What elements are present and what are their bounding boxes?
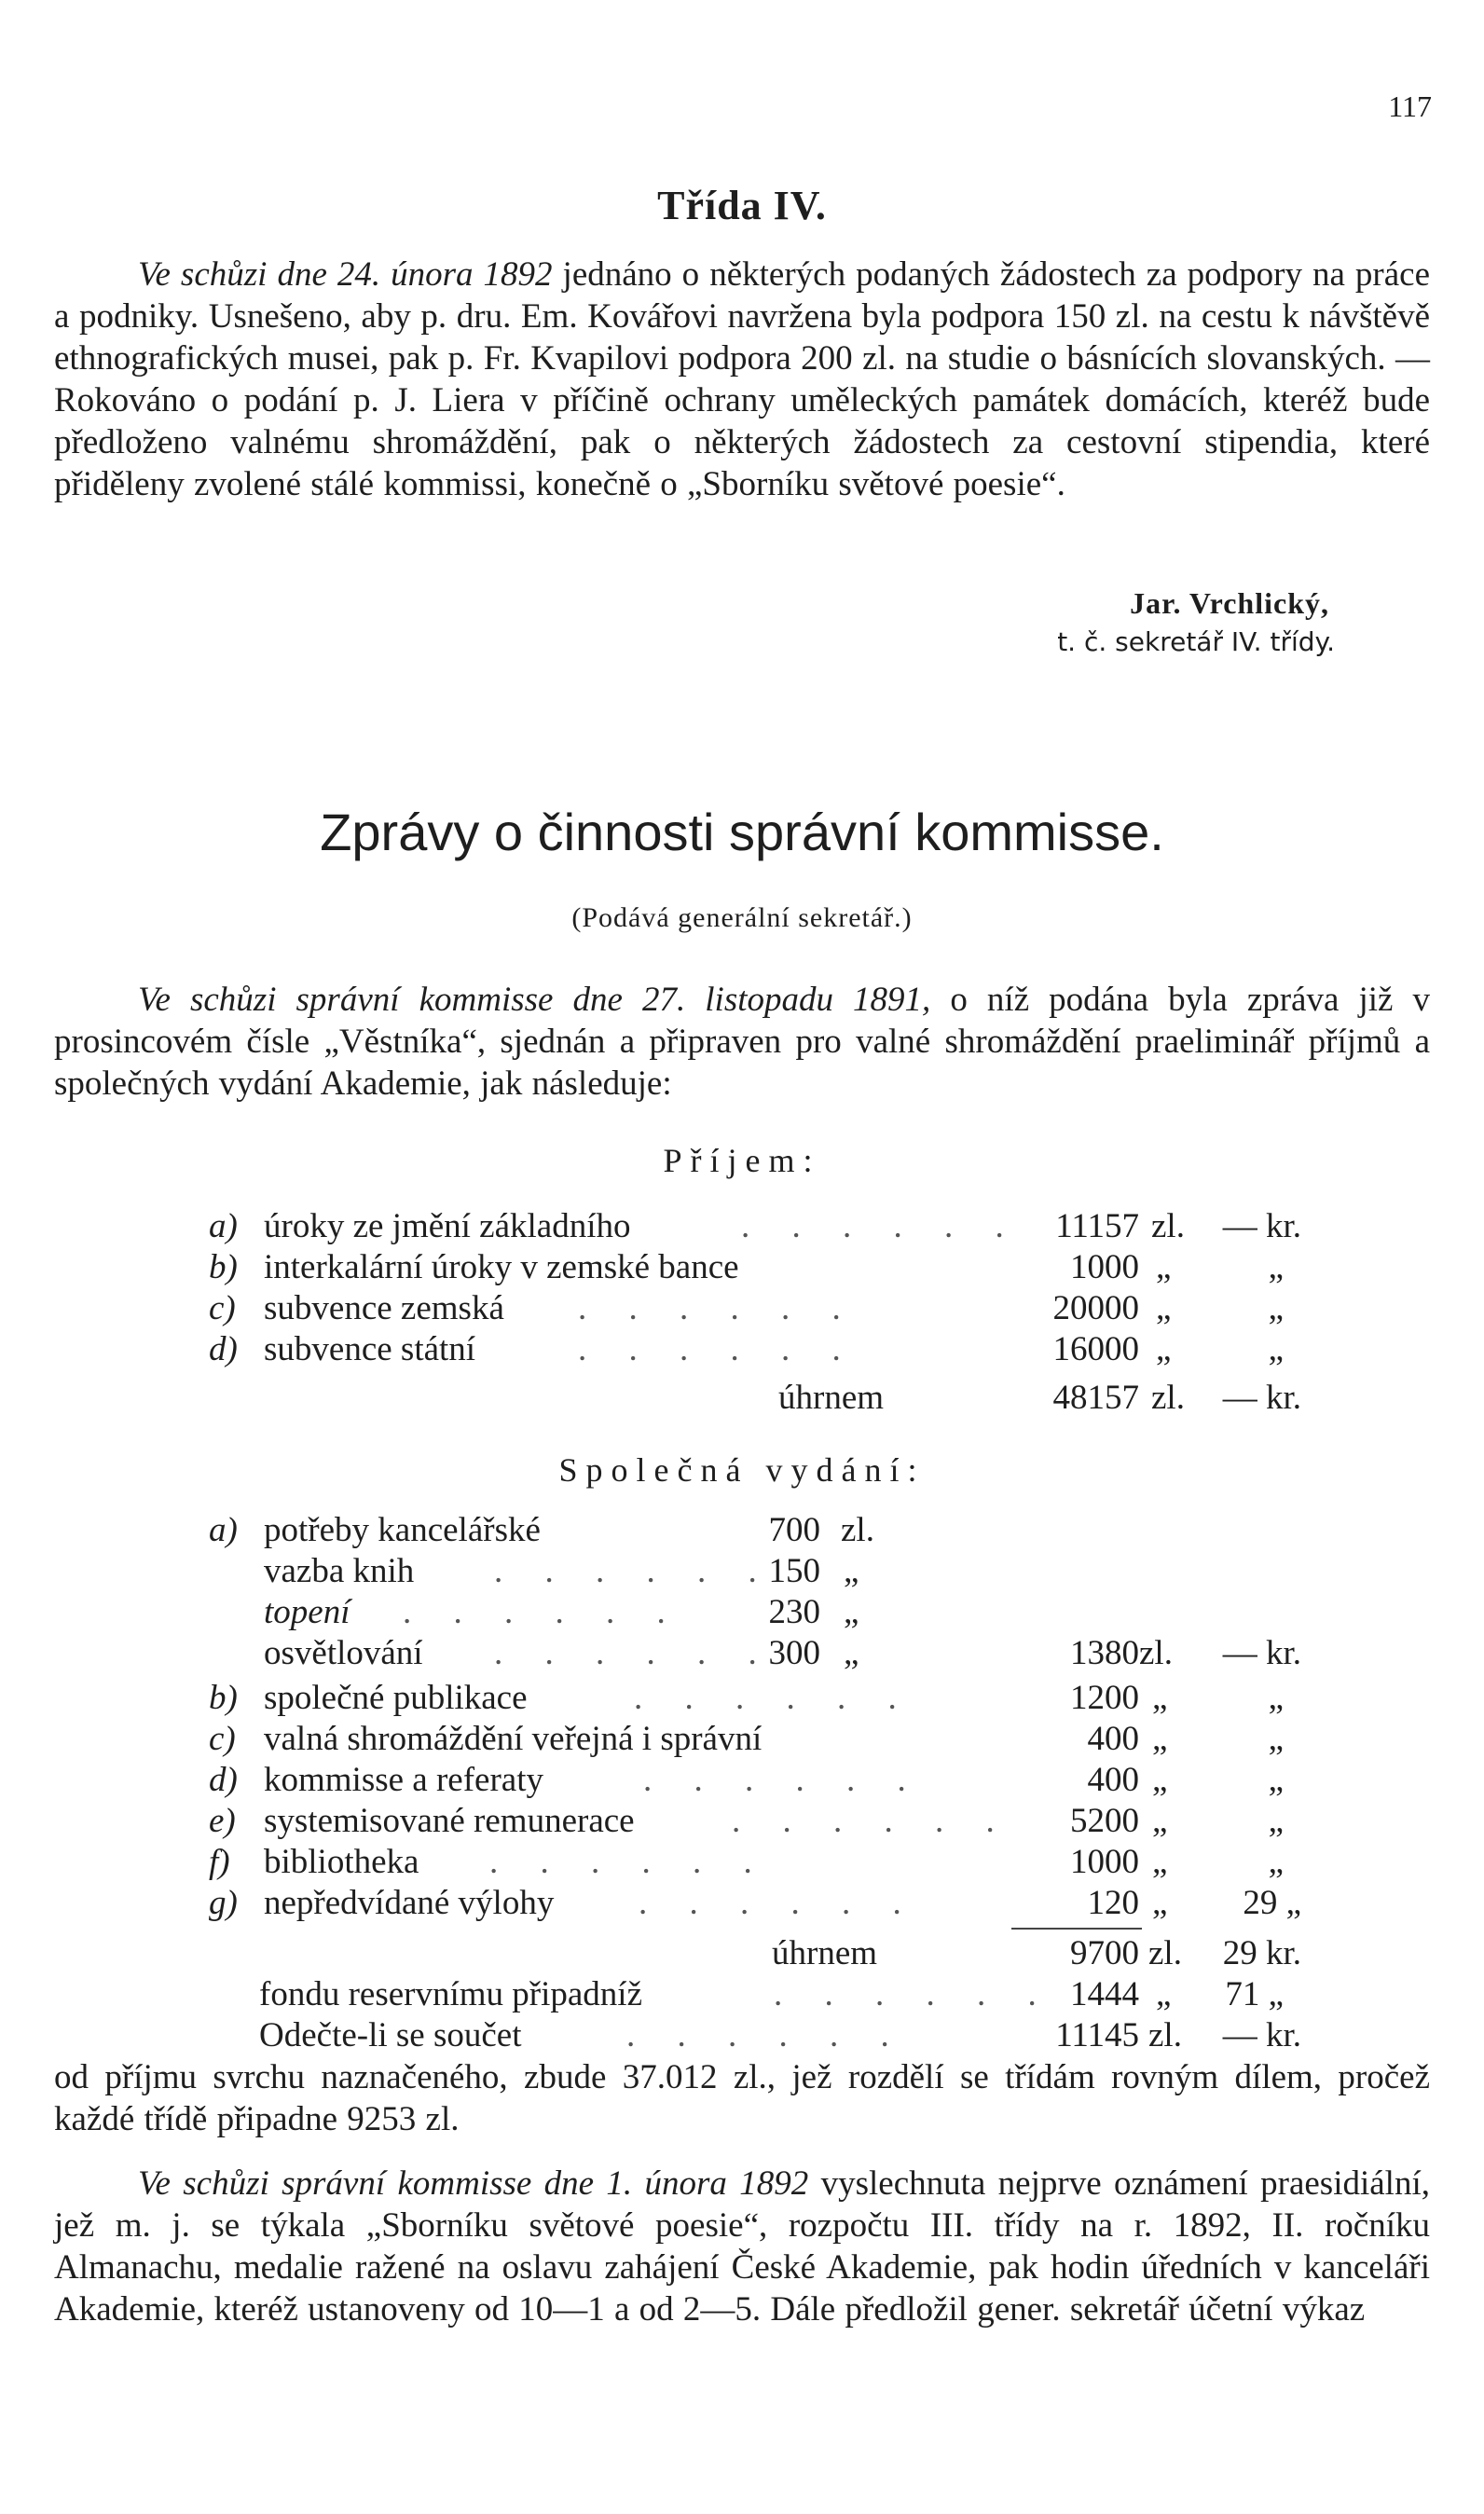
reports-heading: Zprávy o činnosti správní kommisse. — [320, 803, 1164, 861]
row-label: subvence státní — [264, 1330, 476, 1368]
expenses-title: Společná vydání: — [558, 1451, 926, 1489]
income-total-row — [0, 1378, 1484, 1419]
row-letter: b) — [209, 1248, 238, 1286]
row-letter: b) — [209, 1679, 238, 1717]
total-kr: 29 kr. — [1222, 1934, 1301, 1972]
row-amount: 400 — [1087, 1720, 1139, 1758]
row-letter: g) — [209, 1884, 238, 1922]
row-amount: 1000 — [1070, 1843, 1139, 1881]
remainder-paragraph: od příjmu svrchu naznačeného, zbude 37.012 zl., jež rozdělí se třídám rovným dílem, pročež každé třídě připadne 9253 zl. — [54, 2058, 1430, 2138]
row-unit: „ — [1152, 1679, 1168, 1717]
row-unit: „ — [844, 1552, 859, 1590]
row-letter: c) — [209, 1720, 236, 1758]
leader-dots: . . . . . . — [578, 1330, 858, 1368]
expense-row — [0, 1678, 1484, 1719]
total-amount: 9700 — [1070, 1934, 1139, 1972]
signature-name: Jar. Vrchlický, — [1130, 586, 1329, 620]
expense-subrow — [0, 1592, 1484, 1633]
reserve-amount: 1444 — [1070, 1975, 1139, 2013]
row-label: vazba knih — [264, 1552, 415, 1590]
signature-role: t. č. sekretář IV. třídy. — [1057, 626, 1335, 657]
expense-subrow — [0, 1633, 1484, 1674]
row-label: systemisované remunerace — [264, 1802, 635, 1840]
total-label: úhrnem — [778, 1379, 885, 1417]
row-unit: „ — [1152, 1802, 1168, 1840]
leader-dots: . . . . . . — [489, 1843, 769, 1881]
row-label: subvence zemská — [264, 1289, 504, 1327]
total-unit: zl. — [1148, 1934, 1182, 1972]
row-amount: 120 — [1087, 1884, 1139, 1922]
office-sum: 1380 — [1070, 1634, 1139, 1672]
row-kr: „ — [1268, 1720, 1284, 1758]
row-kr: „ — [1268, 1843, 1284, 1881]
deduct-amount: 11145 — [1055, 2016, 1139, 2054]
meeting-date: Ve schůzi dne 24. února 1892 — [138, 255, 553, 294]
row-label: kommisse a referaty — [264, 1761, 543, 1799]
expense-subrow — [0, 1551, 1484, 1592]
row-label: topení — [264, 1593, 350, 1631]
row-kr: „ — [1268, 1802, 1284, 1840]
row-kr: — kr. — [1222, 1207, 1301, 1245]
total-label: úhrnem — [772, 1934, 878, 1972]
class-heading: Třída IV. — [657, 183, 827, 228]
row-unit: zl. — [1151, 1207, 1185, 1245]
deduct-unit: zl. — [1148, 2016, 1182, 2054]
row-letter: c) — [209, 1289, 236, 1327]
row-amount: 5200 — [1070, 1802, 1139, 1840]
leader-dots: . . . . . . — [403, 1593, 682, 1631]
row-label: nepředvídané výlohy — [264, 1884, 555, 1922]
row-label: společné publikace — [264, 1679, 528, 1717]
office-sum-kr: — kr. — [1222, 1634, 1301, 1672]
report-text: vyslechnuta nejprve oznámení praesidiální, jež m. j. se týkala „Sborníku světové poesie“, rozpočtu III. třídy na r. 1892, II. ročníku Almanachu, medalie ražené na oslavu zahájení České Akademie, pak hodin úředních v kanceláři Akademie, kteréž ustanoveny od 10—1 a od 2—5. Dále předložil gener. sekretář účetní výkaz — [54, 2164, 1430, 2329]
row-amount: 400 — [1087, 1761, 1139, 1799]
expense-row — [0, 1842, 1484, 1883]
row-kr: „ — [1268, 1761, 1284, 1799]
row-letter: a) — [209, 1207, 238, 1245]
report2-paragraph — [54, 2163, 1430, 2330]
leader-dots: . . . . . . — [741, 1207, 1021, 1245]
row-kr: „ — [1268, 1330, 1284, 1368]
deduct-label: Odečte-li se součet — [259, 2016, 522, 2054]
row-amount: 700 — [768, 1511, 820, 1549]
meeting-date: Ve schůzi správní kommisse dne 27. listopadu 1891, — [138, 981, 931, 1019]
row-letter: f) — [209, 1843, 230, 1881]
row-unit: „ — [1156, 1330, 1172, 1368]
row-amount: 150 — [768, 1552, 820, 1590]
row-amount: 1000 — [1070, 1248, 1139, 1286]
report-text: o níž podána byla zpráva již v prosincovém čísle „Věstníka“, sjednán a připraven pro valné shromáždění praeliminář příjmů a společných vydání Akademie, jak následuje: — [54, 981, 1430, 1103]
income-row — [0, 1329, 1484, 1370]
row-unit: „ — [1156, 1289, 1172, 1327]
income-title: Příjem: — [663, 1142, 821, 1179]
class-report-paragraph — [54, 254, 1430, 505]
reserve-label: fondu reservnímu připadníž — [259, 1975, 642, 2013]
leader-dots: . . . . . . — [634, 1679, 914, 1717]
report1-paragraph — [54, 979, 1430, 1105]
row-unit: „ — [1156, 1248, 1172, 1286]
row-letter: d) — [209, 1761, 238, 1799]
row-amount: 11157 — [1055, 1207, 1139, 1245]
row-letter: e) — [209, 1802, 236, 1840]
leader-dots: . . . . . . — [626, 2016, 906, 2054]
row-kr: „ — [1268, 1248, 1284, 1286]
row-unit: „ — [1152, 1761, 1168, 1799]
deduct-kr: — kr. — [1222, 2016, 1301, 2054]
office-sum-unit: zl. — [1139, 1634, 1173, 1672]
row-amount: 20000 — [1052, 1289, 1139, 1327]
page-number: 117 — [1388, 89, 1432, 123]
report-text: jednáno o některých podaných žádostech za podpory na práce a podniky. Usnešeno, aby p. dru. Em. Kovářovi navržena byla podpora 150 zl. na cestu k návštěvě ethnografických musei, pak p. Fr. Kvapilovi podpora 200 zl. na studie o básnících slovanských. — Rokováno o podání p. J. Liera v příčině ochrany uměleckých památek domácích, kteréž bude předloženo valnému shromáždění, pak o některých žádostech za cestovní stipendia, které přiděleny zvolené stálé kommissi, konečně o „Sborníku světové poesie“. — [54, 255, 1430, 503]
row-label: bibliotheka — [264, 1843, 419, 1881]
row-letter: d) — [209, 1330, 238, 1368]
row-label: interkalární úroky v zemské bance — [264, 1248, 739, 1286]
row-label: úroky ze jmění základního — [264, 1207, 631, 1245]
row-label: osvětlování — [264, 1634, 423, 1672]
row-label: potřeby kancelářské — [264, 1511, 541, 1549]
row-amount: 16000 — [1052, 1330, 1139, 1368]
row-label: valná shromáždění veřejná i správní — [264, 1720, 763, 1758]
signature-block — [1057, 584, 1335, 662]
leader-dots: . . . . . . — [774, 1975, 1053, 2013]
income-row — [0, 1206, 1484, 1247]
reserve-unit: „ — [1156, 1975, 1172, 2013]
total-kr: — kr. — [1222, 1379, 1301, 1417]
row-unit: „ — [844, 1593, 859, 1631]
row-kr: 29 „ — [1243, 1884, 1301, 1922]
sum-rule — [1011, 1928, 1142, 1930]
row-amount: 300 — [768, 1634, 820, 1672]
total-amount: 48157 — [1052, 1379, 1139, 1417]
expense-row — [0, 1883, 1484, 1924]
meeting-date: Ve schůzi správní kommisse dne 1. února 1892 — [138, 2164, 809, 2203]
expenses-total-row — [0, 1933, 1484, 1974]
row-unit: „ — [1152, 1843, 1168, 1881]
leader-dots: . . . . . . — [578, 1289, 858, 1327]
row-kr: „ — [1268, 1679, 1284, 1717]
row-unit: „ — [1152, 1884, 1168, 1922]
deduct-row — [0, 2015, 1484, 2056]
leader-dots: . . . . . . — [494, 1552, 774, 1590]
leader-dots: . . . . . . — [494, 1634, 774, 1672]
expense-row — [0, 1801, 1484, 1842]
total-unit: zl. — [1151, 1379, 1185, 1417]
row-amount: 1200 — [1070, 1679, 1139, 1717]
row-letter: a) — [209, 1511, 238, 1549]
reserve-kr: 71 „ — [1225, 1975, 1284, 2013]
row-kr: „ — [1268, 1289, 1284, 1327]
row-unit: „ — [1152, 1720, 1168, 1758]
row-unit: „ — [844, 1634, 859, 1672]
leader-dots: . . . . . . — [639, 1884, 918, 1922]
income-row — [0, 1288, 1484, 1329]
expense-subrow — [0, 1510, 1484, 1551]
expense-row — [0, 1719, 1484, 1760]
row-unit: zl. — [841, 1511, 874, 1549]
leader-dots: . . . . . . — [643, 1761, 923, 1799]
leader-dots: . . . . . . — [732, 1802, 1011, 1840]
row-amount: 230 — [768, 1593, 820, 1631]
reports-author: (Podává generální sekretář.) — [571, 902, 913, 933]
reserve-row — [0, 1974, 1484, 2015]
income-row — [0, 1247, 1484, 1288]
expense-row — [0, 1760, 1484, 1801]
